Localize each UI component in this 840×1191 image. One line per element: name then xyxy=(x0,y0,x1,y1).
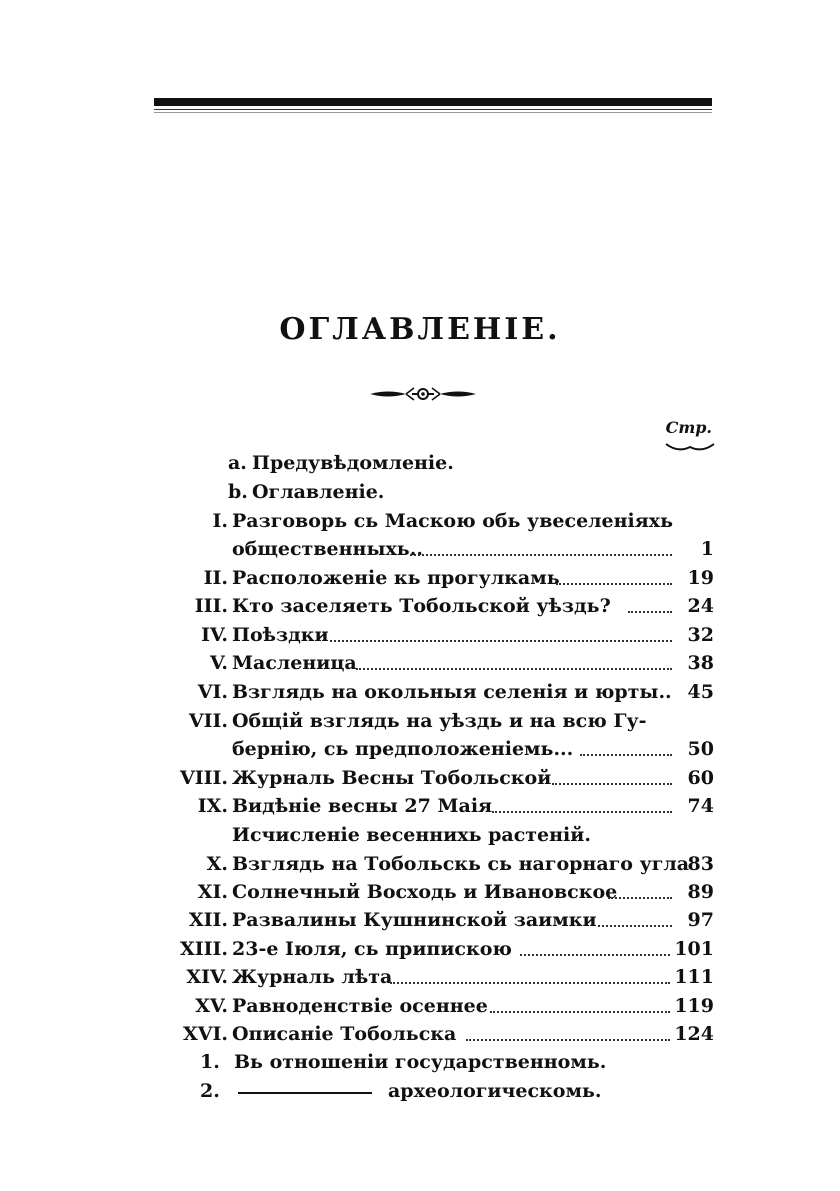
toc-entry xyxy=(0,591,840,621)
chapter-title: Разговорь сь Маскою обь увеселеніяхь xyxy=(232,510,674,532)
page-number: 74 xyxy=(687,795,714,817)
chapter-title: Развалины Кушнинской заимки xyxy=(232,909,597,931)
page-number: 32 xyxy=(687,624,714,646)
ditto-dash xyxy=(238,1092,372,1094)
toc-entry xyxy=(0,849,840,879)
chapter-title: Журналь Весны Тобольской xyxy=(232,767,552,789)
toc-subsection xyxy=(0,1076,840,1106)
toc-entry xyxy=(0,706,840,736)
chapter-title: Взглядь на окольныя селенія и юрты.. xyxy=(232,681,672,703)
page-number: 50 xyxy=(687,738,714,760)
toc-prefatory-item xyxy=(0,448,840,478)
chapter-number: I. xyxy=(212,510,228,532)
chapter-subtitle: Исчисленіе весеннихь растеній. xyxy=(232,824,591,846)
chapter-number: V. xyxy=(209,652,228,674)
chapter-number: X. xyxy=(206,853,228,875)
chapter-number: IV. xyxy=(201,624,228,646)
toc-entry xyxy=(0,962,840,992)
dot-leader xyxy=(356,668,672,670)
page-column-label: Стр. xyxy=(665,418,712,437)
page-number: 38 xyxy=(687,652,714,674)
toc-entry xyxy=(0,648,840,678)
chapter-title: Поѣздки xyxy=(232,624,329,646)
chapter-title: Взглядь на Тобольскь сь нагорнаго угла xyxy=(232,853,690,875)
chapter-title: Видѣніе весны 27 Маія xyxy=(232,795,493,817)
page-number: 101 xyxy=(674,938,714,960)
chapter-title: 23-е Іюля, сь припискою xyxy=(232,938,512,960)
chapter-number: XIV. xyxy=(186,966,228,988)
chapter-number: XIII. xyxy=(179,938,228,960)
toc-entry xyxy=(0,763,840,793)
page-number: 111 xyxy=(674,966,714,988)
dot-leader xyxy=(556,583,672,585)
toc-entry xyxy=(0,991,840,1021)
dot-leader xyxy=(330,640,672,642)
dot-leader xyxy=(490,1011,670,1013)
chapter-number: XVI. xyxy=(183,1023,228,1045)
chapter-number: XI. xyxy=(197,881,228,903)
dot-leader xyxy=(628,611,672,613)
dot-leader xyxy=(520,954,670,956)
toc-entry-continuation xyxy=(0,820,840,850)
chapter-number: VIII. xyxy=(179,767,228,789)
chapter-title: Кто заселяеть Тобольской уѣздь? xyxy=(232,595,611,617)
page-number: 124 xyxy=(674,1023,714,1045)
dot-leader xyxy=(608,897,672,899)
toc-entry xyxy=(0,1019,840,1049)
toc-entry xyxy=(0,934,840,964)
subsection-number: 1. xyxy=(200,1051,220,1073)
chapter-number: XII. xyxy=(188,909,228,931)
subsection-title: археологическомь. xyxy=(388,1080,602,1102)
dot-leader xyxy=(466,1039,670,1041)
chapter-title-continued: общественныхь.. xyxy=(232,538,423,560)
chapter-number: VII. xyxy=(188,710,228,732)
chapter-title: Расположеніе кь прогулкамь xyxy=(232,567,560,589)
prefatory-text: Оглавленіе. xyxy=(252,481,385,503)
toc-entry xyxy=(0,563,840,593)
toc-entry xyxy=(0,905,840,935)
chapter-title: Журналь лѣта xyxy=(232,966,393,988)
chapter-title: Описаніе Тобольска xyxy=(232,1023,457,1045)
page-number: 89 xyxy=(687,881,714,903)
page-number: 19 xyxy=(687,567,714,589)
chapter-number: III. xyxy=(194,595,228,617)
toc-entry xyxy=(0,506,840,536)
toc-subsection xyxy=(0,1047,840,1077)
header-rule-thick xyxy=(154,98,712,106)
chapter-number: VI. xyxy=(197,681,228,703)
page-number: 83 xyxy=(687,853,714,875)
dot-leader xyxy=(580,754,672,756)
prefatory-label: b. xyxy=(228,481,248,503)
chapter-title: Равноденствіе осеннее xyxy=(232,995,488,1017)
ornament-divider-icon xyxy=(368,383,478,405)
chapter-title-continued: бернію, сь предположеніемь... xyxy=(232,738,574,760)
dot-leader xyxy=(492,811,672,813)
toc-entry-continuation xyxy=(0,534,840,564)
prefatory-label: a. xyxy=(228,452,247,474)
subsection-title: Вь отношеніи государственномь. xyxy=(234,1051,607,1073)
page-number: 60 xyxy=(687,767,714,789)
chapter-title: Масленица xyxy=(232,652,357,674)
page-title: ОГЛАВЛЕНІЕ. xyxy=(279,312,561,347)
toc-entry xyxy=(0,877,840,907)
prefatory-text: Предувѣдомленіе. xyxy=(252,452,454,474)
header-rule-thin-lower xyxy=(154,112,712,113)
page-number: 24 xyxy=(687,595,714,617)
dot-leader xyxy=(552,783,672,785)
chapter-title: Общій взглядь на уѣздь и на всю Гу- xyxy=(232,710,647,732)
toc-entry-continuation xyxy=(0,734,840,764)
chapter-number: II. xyxy=(203,567,228,589)
chapter-title: Солнечный Восходь и Ивановское xyxy=(232,881,618,903)
dot-leader xyxy=(598,925,672,927)
subsection-number: 2. xyxy=(200,1080,220,1102)
toc-prefatory-item xyxy=(0,477,840,507)
header-rule-thin xyxy=(154,109,712,110)
toc-entry xyxy=(0,620,840,650)
dot-leader xyxy=(410,554,672,556)
toc-entry xyxy=(0,677,840,707)
dot-leader xyxy=(390,982,670,984)
page-number: 97 xyxy=(687,909,714,931)
toc-entry xyxy=(0,791,840,821)
chapter-number: XV. xyxy=(195,995,228,1017)
page-number: 119 xyxy=(674,995,714,1017)
chapter-number: IX. xyxy=(197,795,228,817)
page-number: 1 xyxy=(700,538,714,560)
page-number: 45 xyxy=(687,681,714,703)
